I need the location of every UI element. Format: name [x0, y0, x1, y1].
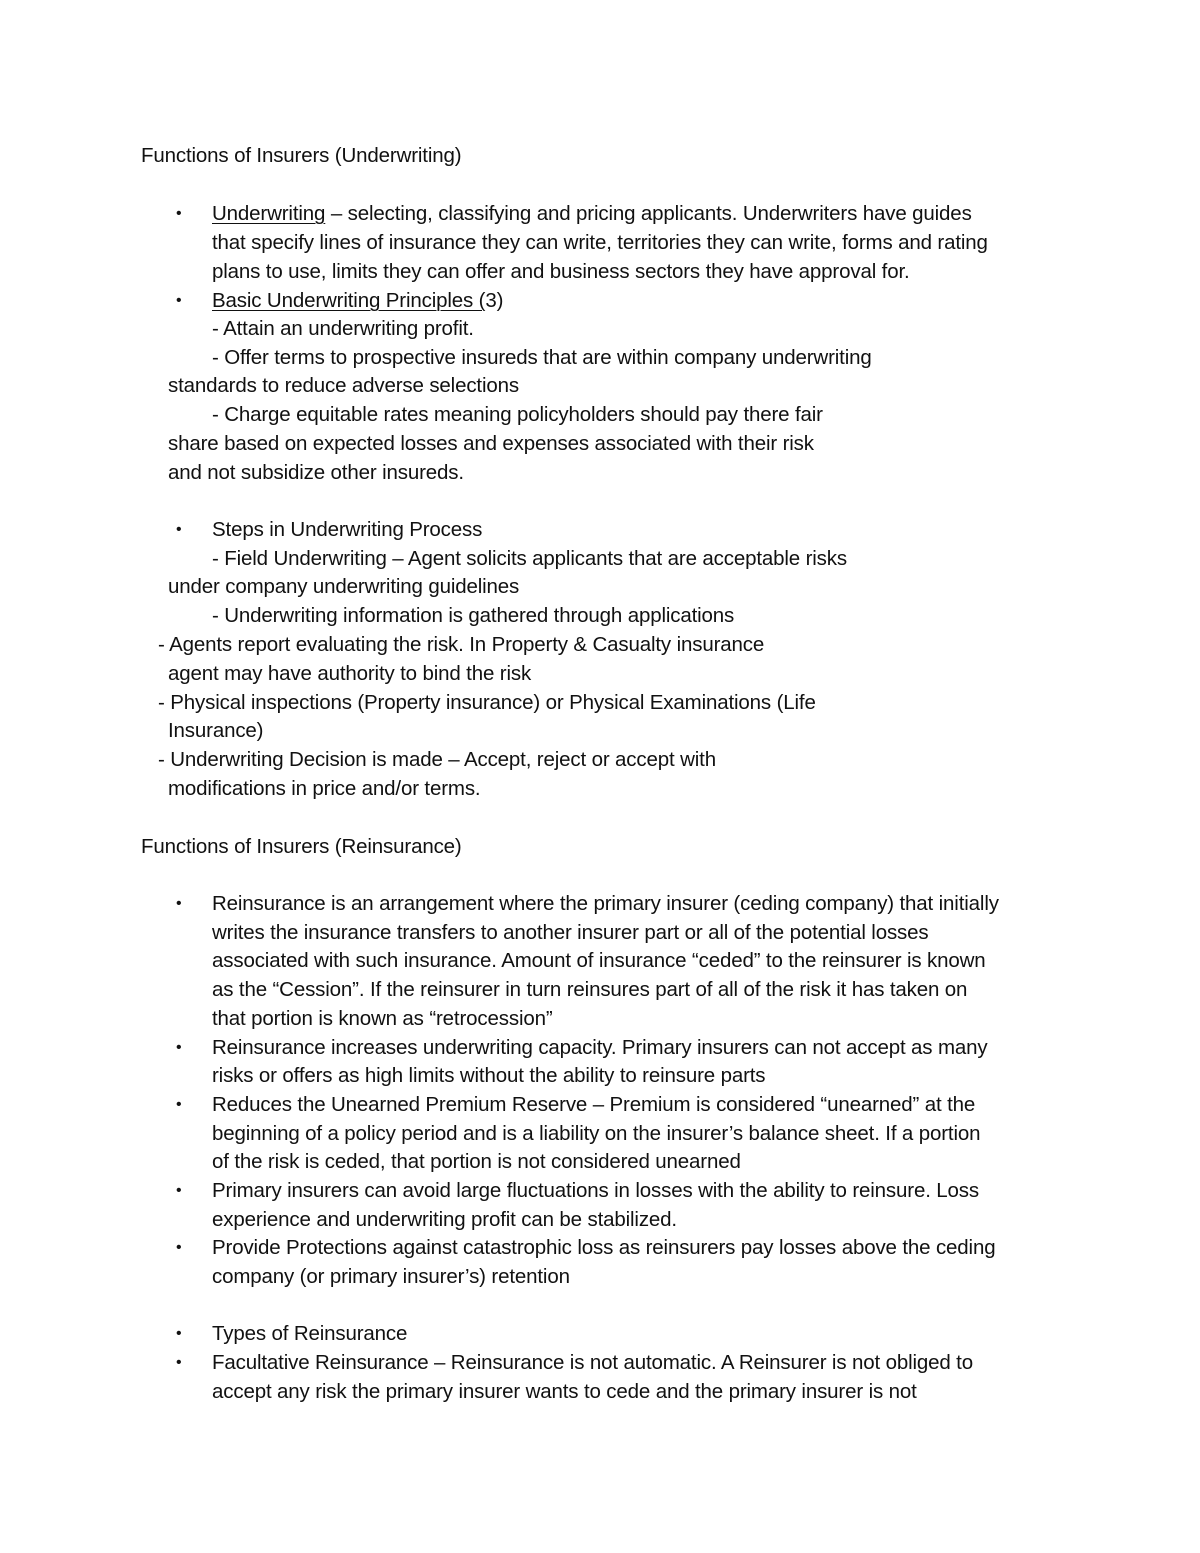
bullet-icon: •	[176, 1325, 182, 1342]
section-title-underwriting: Functions of Insurers (Underwriting)	[141, 144, 462, 167]
fluctuations-line-1: Primary insurers can avoid large fluctuations in losses with the ability to reinsure. Loss	[212, 1179, 979, 1202]
basic-principles-term: Basic Underwriting Principles (	[212, 289, 486, 312]
step-1-line-2: under company underwriting guidelines	[168, 575, 520, 598]
reinsurance-definition-line-3: associated with such insurance. Amount of insurance “ceded” to the reinsurer is known	[212, 949, 986, 972]
step-5-line-1: - Underwriting Decision is made – Accept, reject or accept with	[158, 748, 716, 771]
step-3-line-1: - Agents report evaluating the risk. In Property & Casualty insurance	[158, 633, 765, 656]
principle-1: - Attain an underwriting profit.	[212, 317, 474, 340]
unearned-premium-line-3: of the risk is ceded, that portion is not considered unearned	[212, 1150, 741, 1173]
bullet-icon: •	[176, 1354, 182, 1371]
underwriting-definition-text: – selecting, classifying and pricing applicants. Underwriters have guides	[325, 202, 972, 225]
capacity-line-1: Reinsurance increases underwriting capacity. Primary insurers can not accept as many	[212, 1036, 988, 1059]
step-5-line-2: modifications in price and/or terms.	[168, 777, 481, 800]
catastrophic-line-2: company (or primary insurer’s) retention	[212, 1265, 570, 1288]
principle-2-line-2: standards to reduce adverse selections	[168, 374, 519, 397]
steps-heading: Steps in Underwriting Process	[212, 518, 483, 541]
bullet-icon: •	[176, 292, 182, 309]
underwriting-definition-line-3: plans to use, limits they can offer and business sectors they have approval for.	[212, 260, 910, 283]
bullet-icon: •	[176, 1096, 182, 1113]
underwriting-definition-line-1	[212, 200, 972, 229]
bullet-icon: •	[176, 895, 182, 912]
types-of-reinsurance: Types of Reinsurance	[212, 1322, 408, 1345]
reinsurance-definition-line-4: as the “Cession”. If the reinsurer in turn reinsures part of all of the risk it has taken on	[212, 978, 968, 1001]
principle-3-line-2: share based on expected losses and expenses associated with their risk	[168, 432, 814, 455]
bullet-icon: •	[176, 205, 182, 222]
underwriting-term: Underwriting	[212, 202, 326, 225]
step-3-line-2: agent may have authority to bind the risk	[168, 662, 532, 685]
step-4-line-2: Insurance)	[168, 719, 264, 742]
principle-3-line-3: and not subsidize other insureds.	[168, 461, 464, 484]
step-4-line-1: - Physical inspections (Property insurance) or Physical Examinations (Life	[158, 691, 816, 714]
basic-principles-heading	[212, 287, 503, 316]
principle-3-line-1: - Charge equitable rates meaning policyholders should pay there fair	[212, 403, 823, 426]
principle-2-line-1: - Offer terms to prospective insureds that are within company underwriting	[212, 346, 872, 369]
bullet-icon: •	[176, 521, 182, 538]
catastrophic-line-1: Provide Protections against catastrophic loss as reinsurers pay losses above the ceding	[212, 1236, 996, 1259]
reinsurance-definition-line-5: that portion is known as “retrocession”	[212, 1007, 553, 1030]
reinsurance-definition-line-1: Reinsurance is an arrangement where the primary insurer (ceding company) that initially	[212, 892, 999, 915]
section-title-reinsurance: Functions of Insurers (Reinsurance)	[141, 835, 462, 858]
unearned-premium-line-2: beginning of a policy period and is a liability on the insurer’s balance sheet. If a portion	[212, 1122, 981, 1145]
bullet-icon: •	[176, 1039, 182, 1056]
capacity-line-2: risks or offers as high limits without the ability to reinsure parts	[212, 1064, 766, 1087]
bullet-icon: •	[176, 1182, 182, 1199]
reinsurance-definition-line-2: writes the insurance transfers to another insurer part or all of the potential losses	[212, 921, 929, 944]
underwriting-definition-line-2: that specify lines of insurance they can write, territories they can write, forms and rating	[212, 231, 988, 254]
facultative-line-2: accept any risk the primary insurer wants to cede and the primary insurer is not	[212, 1380, 917, 1403]
step-1-line-1: - Field Underwriting – Agent solicits applicants that are acceptable risks	[212, 547, 847, 570]
step-2: - Underwriting information is gathered through applications	[212, 604, 735, 627]
bullet-icon: •	[176, 1239, 182, 1256]
basic-principles-count: 3)	[485, 289, 504, 312]
fluctuations-line-2: experience and underwriting profit can be stabilized.	[212, 1208, 677, 1231]
facultative-line-1: Facultative Reinsurance – Reinsurance is not automatic. A Reinsurer is not obliged to	[212, 1351, 973, 1374]
unearned-premium-line-1: Reduces the Unearned Premium Reserve – Premium is considered “unearned” at the	[212, 1093, 976, 1116]
